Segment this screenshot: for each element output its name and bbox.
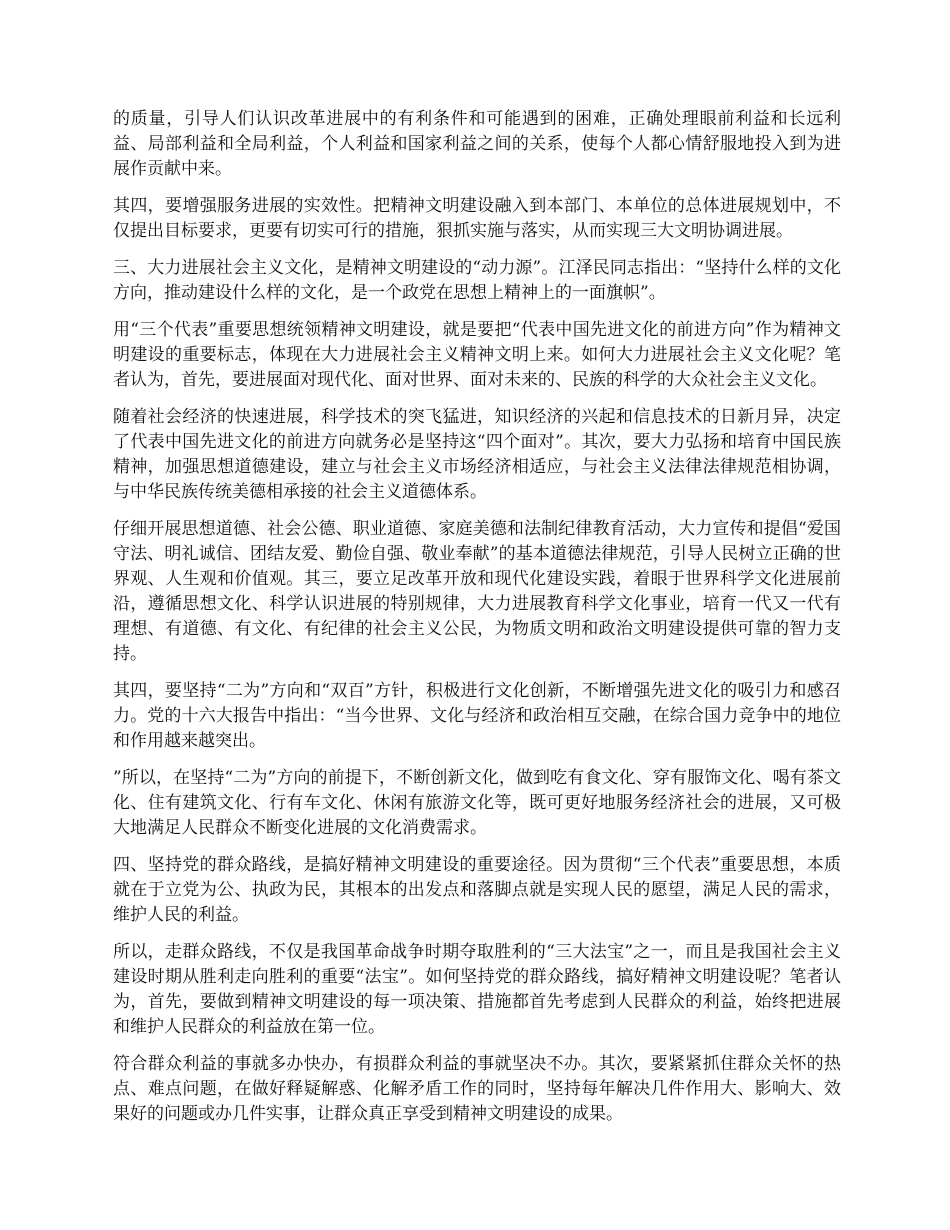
paragraph: 所以，走群众路线，不仅是我国革命战争时期夺取胜利的“三大法宝”之一，而且是我国社会主义建设时期从胜利走向胜利的重要“法宝”。如何坚持党的群众路线，搞好精神文明建设呢？笔者认为，首先，要做到精神文明建设的每一项决策、措施都首先考虑到人民群众的利益，始终把进展和维护人民群众的利益放在第一位。 bbox=[113, 942, 841, 1037]
paragraph: 其四，要增强服务进展的实效性。把精神文明建设融入到本部门、本单位的总体进展规划中，不仅提出目标要求，更要有切实可行的措施，狠抓实施与落实，从而实现三大文明协调进展。 bbox=[113, 196, 841, 241]
paragraph: 随着社会经济的快速进展，科学技术的突飞猛进，知识经济的兴起和信息技术的日新月异，决定了代表中国先进文化的前进方向就务必是坚持这“四个面对”。其次，要大力弘扬和培育中国民族精神，加强思想道德建设，建立与社会主义市场经济相适应，与社会主义法律法律规范相协调，与中华民族传统美德相承接的社会主义道德体系。 bbox=[113, 407, 841, 502]
paragraph: 四、坚持党的群众路线，是搞好精神文明建设的重要途径。因为贯彻“三个代表”重要思想，本质就在于立党为公、执政为民，其根本的出发点和落脚点就是实现人民的愿望，满足人民的需求，维护人民的利益。 bbox=[113, 855, 841, 925]
paragraph: ”所以，在坚持“二为”方向的前提下，不断创新文化，做到吃有食文化、穿有服饰文化、喝有茶文化、住有建筑文化、行有车文化、休闲有旅游文化等，既可更好地服务经济社会的进展，又可极大地满足人民群众不断变化进展的文化消费需求。 bbox=[113, 768, 841, 838]
paragraph: 用“三个代表”重要思想统领精神文明建设，就是要把“代表中国先进文化的前进方向”作为精神文明建设的重要标志，体现在大力进展社会主义精神文明上来。如何大力进展社会主义文化呢？笔者认为，首先，要进展面对现代化、面对世界、面对未来的、民族的科学的大众社会主义文化。 bbox=[113, 320, 841, 390]
paragraph: 其四，要坚持“二为”方向和“双百”方针，积极进行文化创新，不断增强先进文化的吸引力和感召力。党的十六大报告中指出：“当今世界、文化与经济和政治相互交融，在综合国力竞争中的地位和作用越来越突出。 bbox=[113, 681, 841, 751]
paragraph: 的质量，引导人们认识改革进展中的有利条件和可能遇到的困难，正确处理眼前利益和长远利益、局部利益和全局利益，个人利益和国家利益之间的关系，使每个人都心情舒服地投入到为进展作贡献中来。 bbox=[113, 109, 841, 179]
paragraph: 仔细开展思想道德、社会公德、职业道德、家庭美德和法制纪律教育活动，大力宣传和提倡“爱国守法、明礼诚信、团结友爱、勤俭自强、敬业奉献”的基本道德法律规范，引导人民树立正确的世界观、人生观和价值观。其三，要立足改革开放和现代化建设实践，着眼于世界科学文化进展前沿，遵循思想文化、科学认识进展的特别规律，大力进展教育科学文化事业，培育一代又一代有理想、有道德、有文化、有纪律的社会主义公民，为物质文明和政治文明建设提供可靠的智力支持。 bbox=[113, 519, 841, 664]
paragraph: 符合群众利益的事就多办快办，有损群众利益的事就坚决不办。其次，要紧紧抓住群众关怀的热点、难点问题，在做好释疑解惑、化解矛盾工作的同时，坚持每年解决几件作用大、影响大、效果好的问题或办几件实事，让群众真正享受到精神文明建设的成果。 bbox=[113, 1054, 841, 1124]
document-body bbox=[113, 107, 841, 1139]
paragraph: 三、大力进展社会主义文化，是精神文明建设的“动力源”。江泽民同志指出：“坚持什么样的文化方向，推动建设什么样的文化，是一个政党在思想上精神上的一面旗帜”。 bbox=[113, 258, 841, 303]
